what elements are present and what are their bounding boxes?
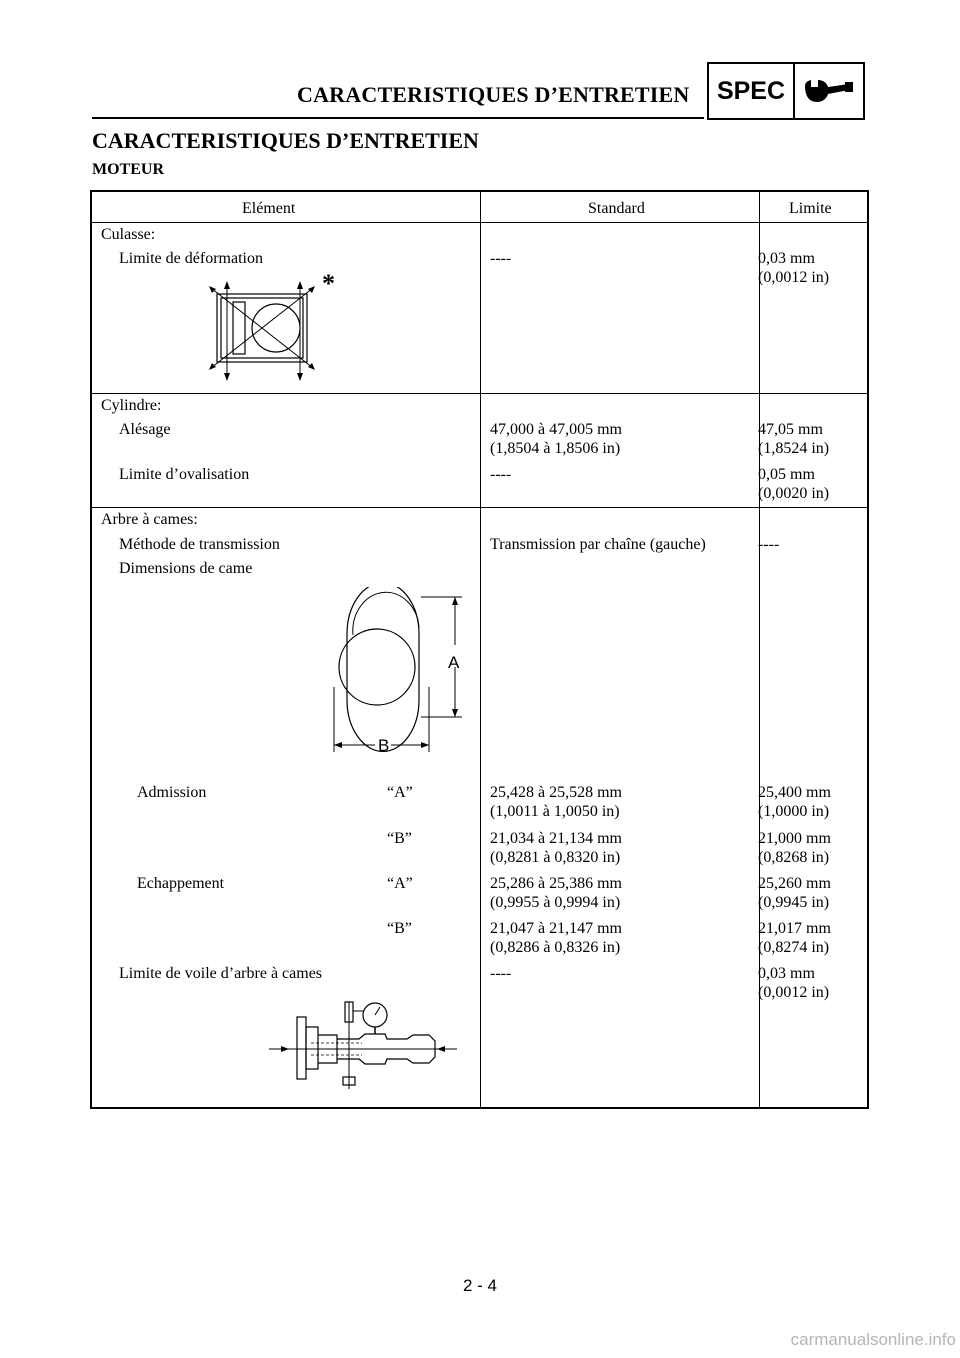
- warp-label: Limite de déformation: [119, 250, 263, 267]
- exhaust-b-mark: “B”: [387, 920, 412, 937]
- wrench-icon: [795, 64, 863, 118]
- exhaust-a-limit-mm: 25,260 mm: [758, 875, 831, 892]
- runout-label: Limite de voile d’arbre à cames: [119, 965, 323, 982]
- drive-standard: Transmission par chaîne (gauche): [490, 536, 706, 553]
- warp-limit-mm: 0,03 mm: [758, 250, 815, 267]
- col-header-element: Elément: [242, 200, 296, 217]
- diagram-label-a: A: [448, 653, 460, 672]
- intake-b-limit-mm: 21,000 mm: [758, 830, 831, 847]
- page-number: 2 - 4: [462, 1276, 498, 1295]
- intake-label: Admission: [137, 784, 207, 801]
- col-header-standard: Standard: [588, 200, 645, 217]
- intake-a-standard-in: (1,0011 à 1,0050 in): [490, 803, 620, 820]
- cylindre-title: Cylindre:: [101, 397, 162, 414]
- page-title: CARACTERISTIQUES D’ENTRETIEN: [92, 128, 479, 153]
- exhaust-label: Echappement: [137, 875, 225, 892]
- exhaust-a-limit-in: (0,9945 in): [758, 894, 830, 911]
- bore-standard-mm: 47,000 à 47,005 mm: [490, 421, 622, 438]
- header-row-divider: [92, 222, 867, 223]
- camshaft-runout-diagram: [267, 997, 462, 1097]
- intake-b-limit-in: (0,8268 in): [758, 849, 830, 866]
- exhaust-b-standard-mm: 21,047 à 21,147 mm: [490, 920, 622, 937]
- warp-limit-in: (0,0012 in): [758, 269, 830, 286]
- oval-standard: ----: [490, 466, 512, 483]
- bore-standard-in: (1,8504 à 1,8506 in): [490, 440, 621, 457]
- exhaust-b-standard-in: (0,8286 à 0,8326 in): [490, 939, 621, 956]
- header-rule: [92, 117, 704, 119]
- drive-limit: ----: [758, 536, 780, 553]
- spec-table: [90, 190, 869, 1109]
- col-divider-1: [480, 192, 481, 1107]
- drive-label: Méthode de transmission: [119, 536, 280, 553]
- arbre-title: Arbre à cames:: [101, 511, 198, 528]
- runout-limit-in: (0,0012 in): [758, 984, 830, 1001]
- oval-label: Limite d’ovalisation: [119, 466, 250, 483]
- intake-a-limit-in: (1,0000 in): [758, 803, 830, 820]
- col-header-limite: Limite: [789, 200, 832, 217]
- header-title: CARACTERISTIQUES D’ENTRETIEN: [297, 82, 690, 107]
- intake-a-mark: “A”: [387, 784, 413, 801]
- diagram-label-b: B: [378, 736, 390, 755]
- intake-b-standard-in: (0,8281 à 0,8320 in): [490, 849, 621, 866]
- exhaust-a-standard-in: (0,9955 à 0,9994 in): [490, 894, 621, 911]
- row-divider-1: [92, 393, 867, 394]
- dims-label: Dimensions de came: [119, 560, 253, 577]
- cylinder-head-diagram: [200, 280, 340, 385]
- oval-limit-in: (0,0020 in): [758, 485, 830, 502]
- bore-limit-mm: 47,05 mm: [758, 421, 823, 438]
- section-title: MOTEUR: [92, 161, 164, 178]
- diagram-mark: *: [322, 269, 335, 298]
- intake-a-limit-mm: 25,400 mm: [758, 784, 831, 801]
- cam-lobe-diagram: [317, 587, 467, 757]
- exhaust-a-standard-mm: 25,286 à 25,386 mm: [490, 875, 622, 892]
- row-divider-2: [92, 507, 867, 508]
- runout-limit-mm: 0,03 mm: [758, 965, 815, 982]
- bore-limit-in: (1,8524 in): [758, 440, 830, 457]
- exhaust-b-limit-mm: 21,017 mm: [758, 920, 831, 937]
- watermark: carmanualsonline.info: [790, 1330, 956, 1349]
- oval-limit-mm: 0,05 mm: [758, 466, 815, 483]
- culasse-title: Culasse:: [101, 226, 156, 243]
- exhaust-b-limit-in: (0,8274 in): [758, 939, 830, 956]
- bore-label: Alésage: [119, 421, 171, 438]
- exhaust-a-mark: “A”: [387, 875, 413, 892]
- spec-badge: [707, 62, 865, 120]
- intake-a-standard-mm: 25,428 à 25,528 mm: [490, 784, 622, 801]
- intake-b-standard-mm: 21,034 à 21,134 mm: [490, 830, 622, 847]
- runout-standard: ----: [490, 965, 512, 982]
- warp-standard: ----: [490, 250, 512, 267]
- spec-label: SPEC: [709, 64, 795, 118]
- intake-b-mark: “B”: [387, 830, 412, 847]
